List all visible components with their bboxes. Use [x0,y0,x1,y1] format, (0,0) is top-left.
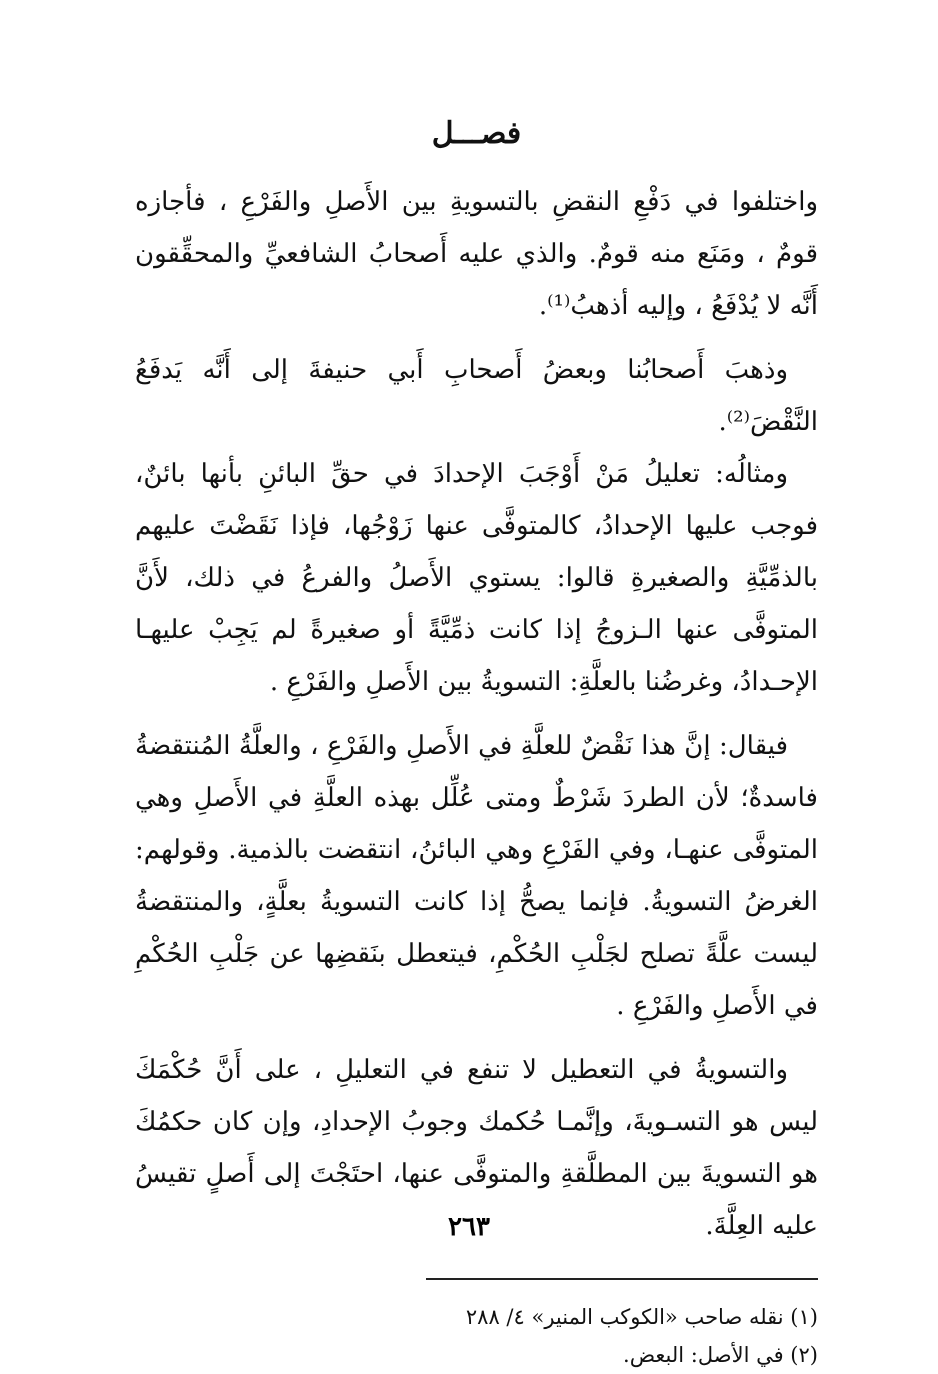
paragraph-4: فيقال: إنَّ هذا نَقْضٌ للعلَّةِ في الأَصلِ والفَرْعِ ، والعلَّةُ المُنتقضةُ فاسدةٌ؛ لأن الطردَ شَرْطٌ ومتى عُلِّل بهذه العلَّةِ في الأَصلِ وهي المتوفَّى عنهـا، وفي الفَرْعِ وهي البائنُ، انتقضت بالذمية. وقولهم: الغرضُ التسويةُ. فإنما يصحُّ إذا كانت التسويةُ بعلَّةٍ، والمنتقضةُ ليست علَّةً تصلح لجَلْبِ الحُكْمِ، فيتعطل بنَقضِها عن جَلْبِ الحُكْمِ في الأَصلِ والفَرْعِ . [135,731,818,1021]
page-number: ٢٦٣ [448,1212,490,1242]
section-heading: فصـــل [431,116,522,151]
footnotes-section [135,1278,818,1374]
paragraph-1: واختلفوا في دَفْعِ النقضِ بالتسويةِ بين الأَصلِ والفَرْعِ ، فأجازه قومٌ ، ومَنَع منه قومٌ. والذي عليه أَصحابُ الشافعيِّ والمحقِّقون أَنَّه لا يُدْفَعُ ، وإليه أذهبُ⁽¹⁾. [135,187,818,321]
paragraph-5: والتسويةُ في التعطيل لا تنفع في التعليلِ ، على أَنَّ حُكْمَكَ ليس هو التسـويةَ، وإنَّمـا حُكمك وجوبُ الإحدادِ، وإن كان حكمُكَ هو التسويةَ بين المطلَّقةِ والمتوفَّى عنها، احتَجْتَ إلى أَصلٍ تقيسُ عليه العِلَّةَ. [135,1055,818,1241]
footnote-1: (١) نقله صاحب «الكوكب المنير» ٤/ ٢٨٨ [465,1305,818,1329]
footnote-2: (٢) في الأصل: البعض. [623,1343,818,1367]
paragraph-2: وذهبَ أَصحابُنا وبعضُ أَصحابِ أَبي حنيفةَ إلى أَنَّه يَدفَعُ النَّقْضَ⁽²⁾. [135,355,818,437]
footnote-divider [426,1278,818,1280]
paragraph-3: ومثالُه: تعليلُ مَنْ أَوْجَبَ الإحدادَ في حقِّ البائنِ بأنها بائنٌ، فوجب عليها الإحدادُ، كالمتوفَّى عنها زَوْجُها، فإذا نَقَضْتَ عليهم بالذمِّيَّةِ والصغيرةِ قالوا: يستوي الأَصلُ والفرعُ في ذلك، لأَنَّ المتوفَّى عنها الـزوجُ إذا كانت ذمِّيَّةً أو صغيرةً لم يَجِبْ عليهـا الإحـدادُ، وغرضُنا بالعلَّةِ: التسويةُ بين الأَصلِ والفَرْعِ . [135,459,818,697]
